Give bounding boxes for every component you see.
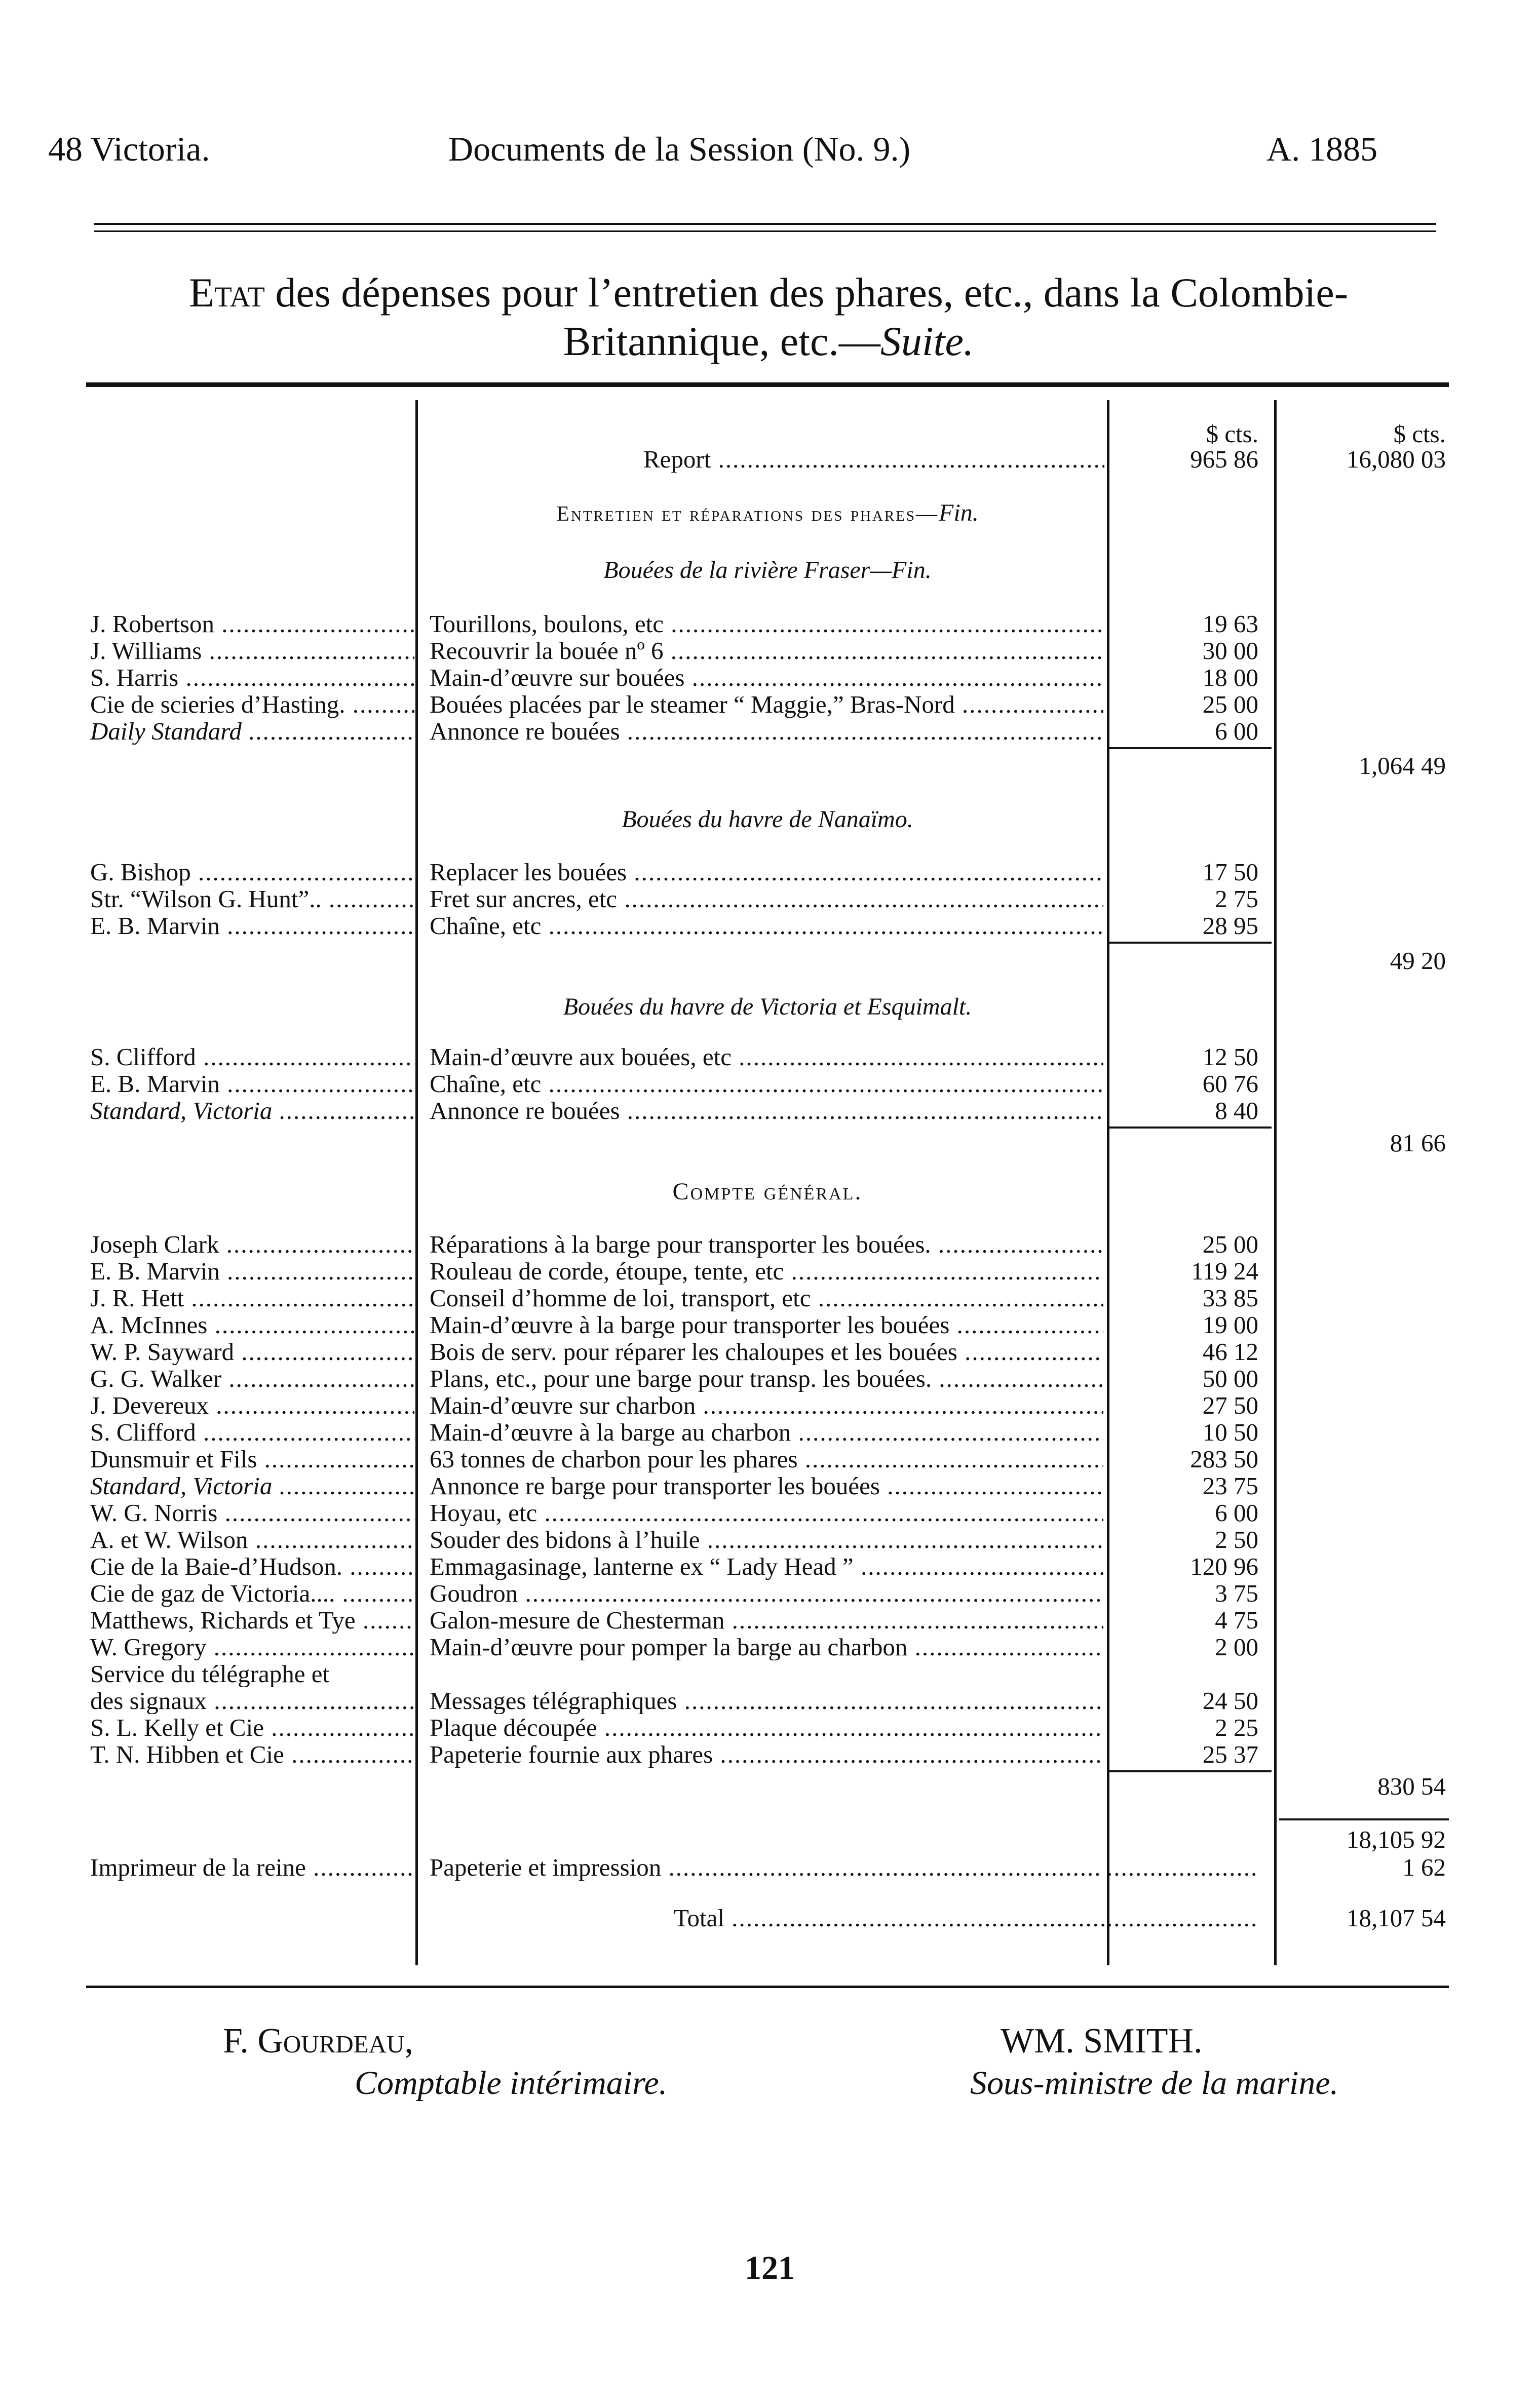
payee-cell: Dunsmuir et Fils ..... (90, 1446, 414, 1472)
description-cell: Annonce re bouées ..... (430, 718, 1103, 745)
payee-cell: Matthews, Richards et Tye ..... (90, 1607, 414, 1634)
table-row (0, 637, 1537, 664)
group-total-row (0, 947, 1537, 974)
amount-cell: 283 50 (1190, 1445, 1258, 1473)
group-total-row (0, 752, 1537, 779)
payee-cell: S. L. Kelly et Cie ..... (90, 1714, 414, 1741)
amount-cell: 25 00 (1202, 690, 1258, 718)
description-cell: Bois de serv. pour réparer les chaloupes et les bouées ..... (430, 1338, 1103, 1365)
payee-cell: E. B. Marvin ..... (90, 912, 414, 939)
table-bottom-rule (86, 1986, 1449, 1988)
table-row (0, 1338, 1537, 1365)
table-row (0, 1499, 1537, 1526)
signature-right-name: WM. SMITH. (1001, 2022, 1203, 2061)
amount-cell: 2 25 (1215, 1714, 1258, 1741)
payee-cell: J. Robertson ..... (90, 610, 414, 637)
description-cell: Chaîne, etc ..... (430, 912, 1103, 939)
amount-cell: 24 50 (1202, 1687, 1258, 1715)
description-cell: Plans, etc., pour une barge pour transp. les bouées. ..... (430, 1365, 1103, 1392)
subtotal-value: 18,105 92 (1347, 1826, 1446, 1853)
group-total-row (0, 1130, 1537, 1156)
amount-cell: 119 24 (1191, 1257, 1258, 1285)
header-rule-top (94, 223, 1436, 225)
payee-cell: W. Gregory ..... (90, 1634, 414, 1660)
description-cell: Galon-mesure de Chesterman ..... (430, 1607, 1103, 1634)
table-row (0, 1553, 1537, 1580)
report-amount: 965 86 (1190, 445, 1258, 473)
subtotal-rule (1279, 1818, 1449, 1820)
group-total: 49 20 (1390, 947, 1446, 975)
amount-cell: 6 00 (1215, 717, 1258, 745)
amount-cell: 46 12 (1202, 1338, 1258, 1366)
description-cell: Recouvrir la bouée nº 6 ..... (430, 637, 1103, 664)
payee-cell: T. N. Hibben et Cie ..... (90, 1741, 414, 1768)
table-row (0, 1231, 1537, 1258)
payee-cell: Cie de gaz de Victoria.... ..... (90, 1580, 414, 1607)
column-heading-row (0, 420, 1537, 447)
printer-row (0, 1854, 1537, 1881)
report-row (0, 446, 1537, 473)
amount-cell: 2 75 (1215, 885, 1258, 913)
amount-cell: 12 50 (1202, 1043, 1258, 1071)
amount-cell: 2 00 (1215, 1633, 1258, 1661)
table-row (0, 1741, 1537, 1768)
group-title-text: Bouées de la rivière Fraser—Fin. (603, 557, 932, 584)
table-row (0, 610, 1537, 637)
amount-cell: 4 75 (1215, 1606, 1258, 1634)
description-cell: Annonce re bouées ..... (430, 1097, 1103, 1124)
table-row (0, 1446, 1537, 1472)
grand-total-row (0, 1905, 1537, 1931)
table-row (0, 1419, 1537, 1446)
amount-cell: 50 00 (1202, 1365, 1258, 1392)
title-lead: Etat (188, 269, 265, 316)
payee-cell: A. McInnes ..... (90, 1311, 414, 1338)
subtotal-row (0, 1826, 1537, 1853)
description-cell: Hoyau, etc ..... (430, 1499, 1103, 1526)
amount-cell: 3 75 (1215, 1579, 1258, 1607)
header-year: A. 1885 (1266, 130, 1378, 168)
group-title-text: Bouées du havre de Nanaïmo. (622, 806, 913, 833)
group-total-row (0, 1773, 1537, 1800)
description-cell: Rouleau de corde, étoupe, tente, etc ..... (430, 1258, 1103, 1285)
payee-cell: E. B. Marvin ..... (90, 1258, 414, 1285)
table-row (0, 664, 1537, 691)
payee-cell: des signaux ..... (90, 1687, 414, 1714)
table-row (0, 1580, 1537, 1607)
table-row (0, 1392, 1537, 1419)
amount-cell: 25 37 (1202, 1740, 1258, 1768)
description-cell: Main-d’œuvre à la barge pour transporter les bouées ..... (430, 1311, 1103, 1338)
description-cell: Conseil d’homme de loi, transport, etc ..... (430, 1285, 1103, 1311)
table-row (0, 1070, 1537, 1097)
total-label: Total ..... (674, 1905, 1104, 1931)
description-cell: Messages télégraphiques ..... (430, 1687, 1103, 1714)
section-heading-row (420, 499, 1115, 528)
payee-cell: G. G. Walker ..... (90, 1365, 414, 1392)
payee-cell: S. Clifford ..... (90, 1043, 414, 1070)
group-subtotal-rule (1109, 1770, 1272, 1772)
title-line2: Britannique, etc.— (563, 318, 880, 364)
table-row (0, 912, 1537, 939)
table-row (0, 859, 1537, 885)
payee-cell: Joseph Clark ..... (90, 1231, 414, 1258)
payee-cell: W. G. Norris ..... (90, 1499, 414, 1526)
description-cell: Goudron ..... (430, 1580, 1103, 1607)
group-total: 830 54 (1377, 1772, 1446, 1800)
description-cell: Chaîne, etc ..... (430, 1070, 1103, 1097)
table-row (0, 1043, 1537, 1070)
printer-total: 1 62 (1402, 1853, 1446, 1881)
header-rule-bottom (94, 230, 1436, 232)
payee-cell: J. R. Hett ..... (90, 1285, 414, 1311)
table-row (0, 1526, 1537, 1553)
description-cell: Main-d’œuvre pour pomper la barge au charbon ..... (430, 1634, 1103, 1660)
description-cell: Plaque découpée ..... (430, 1714, 1103, 1741)
payee-cell: A. et W. Wilson ..... (90, 1526, 414, 1553)
payee-cell: W. P. Sayward ..... (90, 1338, 414, 1365)
table-row (0, 1258, 1537, 1285)
amount-leader (1106, 1905, 1258, 1931)
page-number: 121 (745, 2249, 795, 2286)
payee-cell: Str. “Wilson G. Hunt”.. ..... (90, 885, 414, 912)
title-suffix: Suite. (880, 318, 974, 364)
signature-left-name: F. Gourdeau, (223, 2022, 413, 2061)
signature-left-title: Comptable intérimaire. (355, 2065, 668, 2102)
description-cell: Main-d’œuvre sur charbon ..... (430, 1392, 1103, 1419)
payee-cell: Imprimeur de la reine ..... (90, 1854, 414, 1881)
amount-cell: 60 76 (1202, 1070, 1258, 1098)
amount-cell: 8 40 (1215, 1097, 1258, 1124)
payee-cell: J. Devereux ..... (90, 1392, 414, 1419)
table-row (0, 885, 1537, 912)
description-cell: 63 tonnes de charbon pour les phares ..... (430, 1446, 1103, 1472)
grand-total-value: 18,107 54 (1347, 1904, 1446, 1932)
group-subtotal-rule (1109, 942, 1272, 944)
table-row (0, 691, 1537, 718)
header-volume: 48 Victoria. (48, 130, 210, 168)
description-cell: Tourillons, boulons, etc ..... (430, 610, 1103, 637)
description-cell: Main-d’œuvre aux bouées, etc ..... (430, 1043, 1103, 1070)
payee-cell: Daily Standard ..... (90, 718, 414, 745)
group-total: 1,064 49 (1359, 752, 1446, 780)
description-cell: Souder des bidons à l’huile ..... (430, 1526, 1103, 1553)
amount-cell: 27 50 (1202, 1391, 1258, 1419)
table-row (0, 1634, 1537, 1660)
table-row (0, 1285, 1537, 1311)
table-row (0, 1365, 1537, 1392)
amount-cell: 25 00 (1202, 1230, 1258, 1258)
group-title-text: Bouées du havre de Victoria et Esquimalt. (563, 993, 972, 1020)
group-title (420, 805, 1115, 834)
payee-cell: G. Bishop ..... (90, 859, 414, 885)
amount-leader (1106, 1854, 1258, 1881)
group-title-text: Compte général. (672, 1178, 863, 1205)
description-cell: Main-d’œuvre sur bouées ..... (430, 664, 1103, 691)
payee-cell: E. B. Marvin ..... (90, 1070, 414, 1097)
amount-cell: 23 75 (1202, 1472, 1258, 1500)
description-cell: Réparations à la barge pour transporter les bouées. ..... (430, 1231, 1103, 1258)
description-cell: Bouées placées par le steamer “ Maggie,” Bras-Nord ..... (430, 691, 1103, 718)
report-total: 16,080 03 (1347, 445, 1446, 473)
total-column-heading: $ cts. (1393, 420, 1446, 448)
report-label: Report ..... (643, 446, 1104, 473)
section-heading-suffix: Fin. (939, 499, 979, 526)
group-title (420, 1178, 1115, 1206)
amount-cell: 33 85 (1202, 1284, 1258, 1312)
amount-cell: 18 00 (1202, 664, 1258, 691)
description-cell: Replacer les bouées ..... (430, 859, 1103, 885)
payee-cell: S. Clifford ..... (90, 1419, 414, 1446)
payee-cell: Cie de scieries d’Hasting. ..... (90, 691, 414, 718)
table-title (76, 268, 1461, 366)
payee-cell: Cie de la Baie-d’Hudson. ..... (90, 1553, 414, 1580)
payee-cell: Standard, Victoria ..... (90, 1097, 414, 1124)
amount-cell: 19 00 (1202, 1311, 1258, 1339)
description-cell: Annonce re barge pour transporter les bouées ..... (430, 1472, 1103, 1499)
table-row (0, 1097, 1537, 1124)
group-title (420, 993, 1115, 1021)
table-row (0, 718, 1537, 745)
description-cell: Papeterie fournie aux phares ..... (430, 1741, 1103, 1768)
amount-cell: 6 00 (1215, 1499, 1258, 1527)
group-title (420, 556, 1115, 585)
title-rule (86, 382, 1449, 387)
payee-cell: Standard, Victoria ..... (90, 1472, 414, 1499)
amount-cell: 120 96 (1190, 1552, 1258, 1580)
amount-cell: 17 50 (1202, 858, 1258, 886)
title-line1: des dépenses pour l’entretien des phares, etc., dans la Colombie- (264, 269, 1349, 316)
group-subtotal-rule (1109, 747, 1272, 749)
amount-cell: 2 50 (1215, 1526, 1258, 1553)
payee-cell: S. Harris ..... (90, 664, 414, 691)
table-row (0, 1660, 1537, 1687)
group-subtotal-rule (1109, 1127, 1272, 1129)
description-cell: Fret sur ancres, etc ..... (430, 885, 1103, 912)
payee-cell: Service du télégraphe et (90, 1660, 330, 1687)
description-cell: Main-d’œuvre à la barge au charbon ..... (430, 1419, 1103, 1446)
table-row (0, 1472, 1537, 1499)
payee-cell: J. Williams ..... (90, 637, 414, 664)
section-heading: Entretien et réparations des phares— (556, 502, 939, 526)
table-row (0, 1311, 1537, 1338)
description-cell: Papeterie et impression ..... (430, 1854, 1103, 1881)
group-total: 81 66 (1390, 1129, 1446, 1157)
table-row (0, 1714, 1537, 1741)
amount-cell: 10 50 (1202, 1418, 1258, 1446)
amount-cell: 19 63 (1202, 610, 1258, 638)
amount-cell: 28 95 (1202, 912, 1258, 940)
signature-right-title: Sous-ministre de la marine. (970, 2065, 1339, 2102)
description-cell: Emmagasinage, lanterne ex “ Lady Head ” ..... (430, 1553, 1103, 1580)
amount-cell: 30 00 (1202, 637, 1258, 665)
amount-column-heading: $ cts. (1206, 420, 1258, 448)
table-row (0, 1607, 1537, 1634)
table-row (0, 1687, 1537, 1714)
header-document: Documents de la Session (No. 9.) (448, 130, 911, 168)
